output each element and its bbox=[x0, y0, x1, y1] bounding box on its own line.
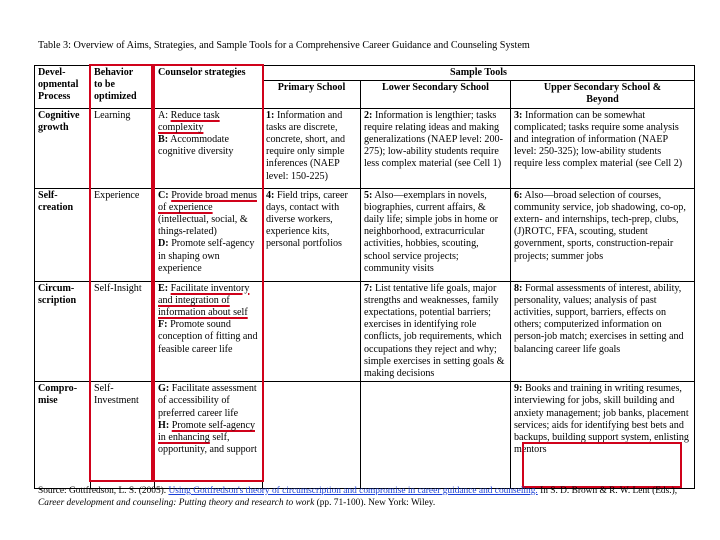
primary-cell bbox=[263, 382, 361, 489]
behavior-cell: Experience bbox=[91, 188, 155, 281]
header-primary: Primary School bbox=[263, 81, 361, 108]
primary-cell: 1: Information and tasks are discrete, concrete, short, and require only simple inferences (NAEP level: 150-225) bbox=[263, 108, 361, 188]
upper-cell: 8: Formal assessments of interest, ability, personality, values; analysis of past activities, support, barriers, effects on others; computerized information on person-job match; exercises in setting and balancing career life goals bbox=[511, 281, 695, 382]
highlight-box-strategies-column bbox=[153, 64, 264, 482]
source-link[interactable]: Using Gottfredson's theory of circumscription and compromise in career guidance and counseling. bbox=[168, 486, 538, 496]
source-citation: Source: Gottfredson, L. S. (2005). Using Gottfredson's theory of circumscription and compromise in career guidance and counseling. In S. D. Brown & R. W. Lent (Eds.), Career development and counseling: Putting theory and research to work (pp. 71-100). New York: Wiley. bbox=[38, 486, 678, 508]
process-cell: Circum-scription bbox=[35, 281, 91, 382]
header-upper: Upper Secondary School & Beyond bbox=[511, 81, 695, 108]
strategy-cell: G: Facilitate assessment of accessibility of preferred career life H: Promote self-agency in enhancing self, opportunity, and support bbox=[155, 382, 263, 489]
header-strategies: Counselor strategies bbox=[155, 66, 263, 109]
lower-cell: 7: List tentative life goals, major strengths and weaknesses, family expectations, potential barriers; exercises in identifying role conflicts, job requirements, which occupations they reject and why; simple exercises in setting goals & making decisions bbox=[361, 281, 511, 382]
behavior-cell: Learning bbox=[91, 108, 155, 188]
upper-cell: 3: Information can be somewhat complicated; tasks require some analysis and integration of information (NAEP level: 250-325); low-ability students require less complex material (see Cell 2) bbox=[511, 108, 695, 188]
behavior-cell: Self-Investment bbox=[91, 382, 155, 489]
header-behavior: Behavior to be optimized bbox=[91, 66, 155, 109]
header-process: Devel- opmental Process bbox=[35, 66, 91, 109]
process-cell: Compro-mise bbox=[35, 382, 91, 489]
strategy-cell: E: Facilitate inventory and integration of information about self F: Promote sound conception of fitting and feasible career life bbox=[155, 281, 263, 382]
table-caption: Table 3: Overview of Aims, Strategies, and Sample Tools for a Comprehensive Career Guidance and Counseling System bbox=[38, 40, 530, 51]
primary-cell: 4: Field trips, career days, contact with diverse workers, experience kits, personal portfolios bbox=[263, 188, 361, 281]
behavior-cell: Self-Insight bbox=[91, 281, 155, 382]
primary-cell bbox=[263, 281, 361, 382]
highlight-box-behavior-column bbox=[89, 64, 153, 482]
lower-cell bbox=[361, 382, 511, 489]
highlight-box-upper-cell-nine bbox=[522, 442, 682, 488]
upper-cell: 6: Also—broad selection of courses, community service, job shadowing, co-op, extern- and internships, tech-prep, clubs, (J)ROTC, FFA, scouting, student government, sports, construction-repair projects; summer jobs bbox=[511, 188, 695, 281]
process-cell: Self-creation bbox=[35, 188, 91, 281]
strategy-cell: A: Reduce task complexity B: Accommodate cognitive diversity bbox=[155, 108, 263, 188]
lower-cell: 5: Also—exemplars in novels, biographies, current affairs, & daily life; simple jobs in home or neighborhood, extracurricular activities, hobbies, scouting, school service projects; community visits bbox=[361, 188, 511, 281]
strategy-cell: C: Provide broad menus of experience (intellectual, social, & things-related) D: Promote self-agency in shaping own experience bbox=[155, 188, 263, 281]
lower-cell: 2: Information is lengthier; tasks require relating ideas and making generalizations (NAEP level: 200-275); low-ability students require less complex material (see Cell 1) bbox=[361, 108, 511, 188]
header-lower: Lower Secondary School bbox=[361, 81, 511, 108]
header-sample-tools: Sample Tools bbox=[263, 66, 695, 81]
process-cell: Cognitive growth bbox=[35, 108, 91, 188]
upper-cell: 9: Books and training in writing resumes, interviewing for jobs, skill building and anxiety management; job banks, placement services; aids for identifying best bets and backups, building support system, enlisting mentors bbox=[511, 382, 695, 489]
